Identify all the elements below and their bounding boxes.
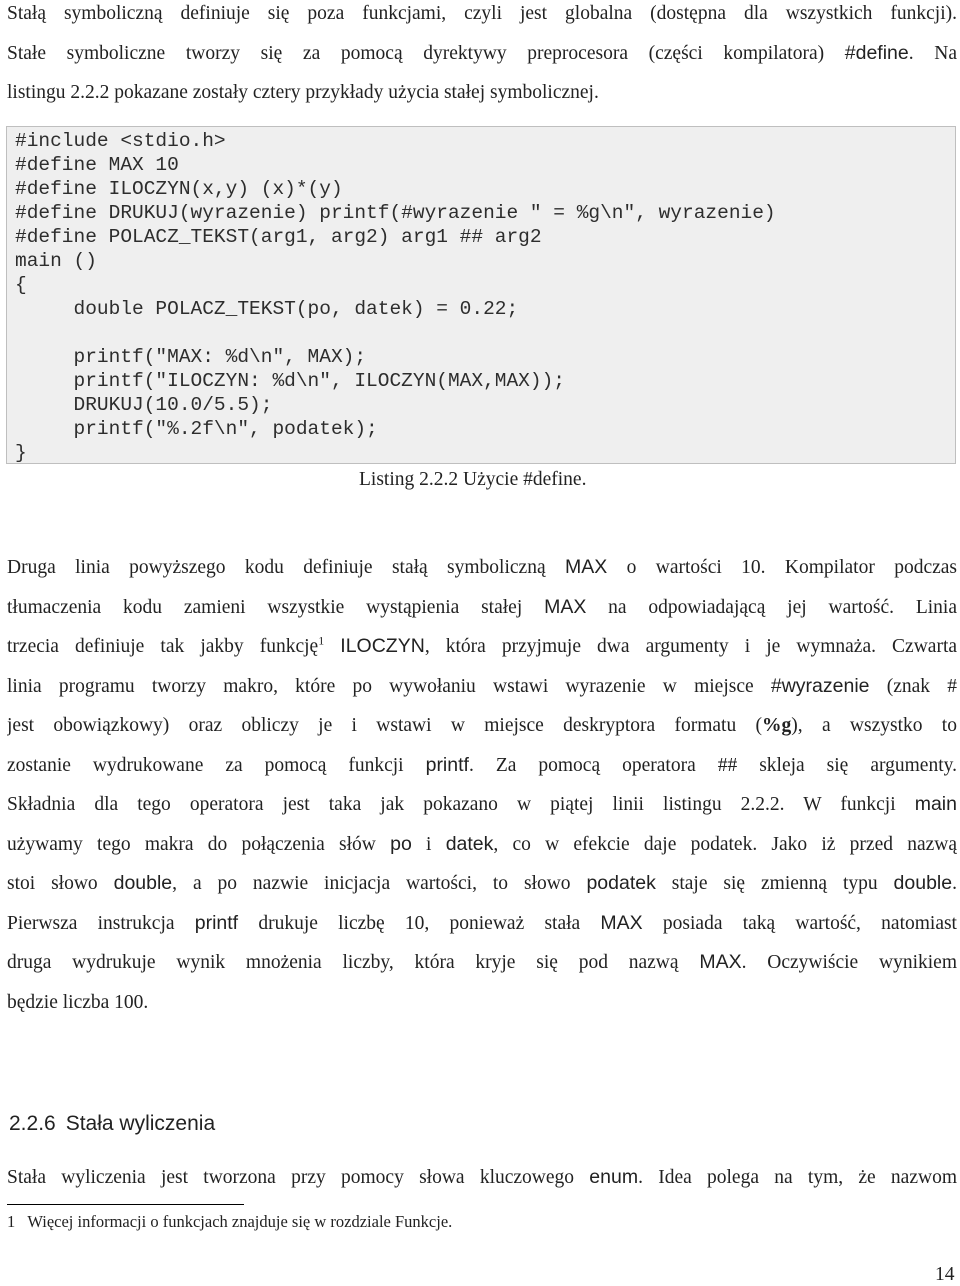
code-line: #define MAX 10 <box>15 154 179 176</box>
body-line: zostanie wydrukowane za pomocą funkcji printf. Za pomocą operatora ## skleja się argumenty. <box>7 753 957 776</box>
code-line: printf("ILOCZYN: %d\n", ILOCZYN(MAX,MAX)); <box>15 370 565 392</box>
enum-paragraph <box>7 1158 957 1198</box>
code-line: } <box>15 442 27 464</box>
footnote: 1 Więcej informacji o funkcjach znajduje się w rozdziale Funkcje. <box>7 1212 453 1231</box>
code-line: { <box>15 274 27 296</box>
listing-caption: Listing 2.2.2 Użycie #define. <box>359 469 587 490</box>
intro-paragraph <box>7 0 957 113</box>
code-line: #define DRUKUJ(wyrazenie) printf(#wyrazenie " = %g\n", wyrazenie) <box>15 202 776 224</box>
body-line: Składnia dla tego operatora jest taka jak pokazano w piątej linii listingu 2.2.2. W funkcji main <box>7 793 957 815</box>
code-line: printf("MAX: %d\n", MAX); <box>15 346 367 368</box>
body-line: jest obowiązkowy) oraz obliczy je i wstawi w miejsce deskryptora formatu (%g), a wszystko to <box>7 715 957 736</box>
body-line: używamy tego makra do połączenia słów po i datek, co w efekcie daje podatek. Jako iż przed nazwą <box>7 832 957 855</box>
enum-line: Stała wyliczenia jest tworzona przy pomocy słowa kluczowego enum. Idea polega na tym, że nazwom <box>7 1166 957 1188</box>
section-number: 2.2.6 <box>9 1112 56 1135</box>
page-number: 14 <box>935 1264 955 1285</box>
intro-line-1: Stałą symboliczną definiuje się poza funkcjami, czyli jest globalna (dostępna dla wszystkich funkcji). <box>7 3 957 24</box>
body-line: Druga linia powyższego kodu definiuje stałą symboliczną MAX o wartości 10. Kompilator podczas <box>7 556 957 578</box>
body-line: stoi słowo double, a po nazwie inicjacja wartości, to słowo podatek staje się zmienną typu double. <box>7 872 957 894</box>
section-title: Stała wyliczenia <box>65 1112 216 1135</box>
section-heading <box>9 1112 215 1136</box>
body-line: linia programu tworzy makro, które po wywołaniu wstawi wyrazenie w miejsce #wyrazenie (znak # <box>7 674 957 697</box>
body-line: tłumaczenia kodu zamieni wszystkie wystąpienia stałej MAX na odpowiadającą jej wartość. Linia <box>7 595 957 618</box>
footnote-marker: 1 <box>318 633 325 648</box>
intro-line-3: listingu 2.2.2 pokazane zostały cztery przykłady użycia stałej symbolicznej. <box>7 82 599 103</box>
code-line: DRUKUJ(10.0/5.5); <box>15 394 273 416</box>
body-line: będzie liczba 100. <box>7 991 149 1013</box>
footnote-separator <box>7 1204 244 1205</box>
body-line: trzecia definiuje tak jakby funkcję$^1$ ILOCZYN, która przyjmuje dwa argumenty i je wymnaża. Czwarta <box>7 633 957 657</box>
code-line: #define POLACZ_TEKST(arg1, arg2) arg1 ## arg2 <box>15 226 542 248</box>
code-line: #define ILOCZYN(x,y) (x)*(y) <box>15 178 343 200</box>
code-line: double POLACZ_TEKST(po, datek) = 0.22; <box>15 298 519 320</box>
define-keyword: #define <box>844 41 909 64</box>
code-line: main () <box>15 250 97 272</box>
code-line: printf("%.2f\n", podatek); <box>15 418 378 440</box>
body-paragraph <box>7 548 957 1022</box>
body-line: druga wydrukuje wynik mnożenia liczby, która kryje się pod nazwą MAX. Oczywiście wynikiem <box>7 951 957 973</box>
body-line: Pierwsza instrukcja printf drukuje liczbę 10, ponieważ stała MAX posiada taką wartość, natomiast <box>7 911 957 934</box>
intro-line-2: Stałe symboliczne tworzy się za pomocą dyrektywy preprocesora (części kompilatora) #define. Na <box>7 41 957 64</box>
code-line: #include <stdio.h> <box>15 130 226 152</box>
enum-keyword: enum <box>589 1166 639 1188</box>
code-listing <box>6 126 956 464</box>
